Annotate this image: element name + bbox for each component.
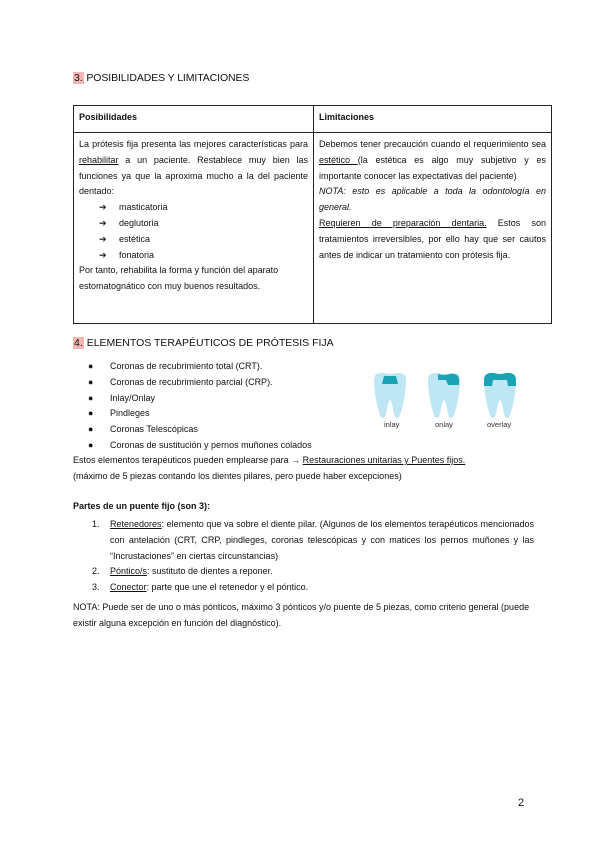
arrow-icon: ➔	[99, 249, 107, 260]
arrow-icon: ➔	[99, 202, 107, 213]
possibilities-conclusion: Por tanto, rehabilita la forma y función del aparato estomatognático con muy buenos resultados.	[79, 265, 279, 292]
list-item: ● Coronas de sustitución y pernos muñones colados	[88, 438, 312, 454]
list-item: 1. Retenedores: elemento que va sobre el diente pilar. (Algunos de los elementos terapéuticos mencionados con antelación (CRT, CRP, pindleges, coronas telescópicas y con matices los pernos muñones y las “Incrustaciones” en ciertas circunstancias)	[92, 519, 534, 561]
bullet-icon: ●	[88, 376, 94, 387]
onlay-tooth-icon	[428, 373, 460, 418]
section-3-heading	[73, 72, 249, 84]
list-item: ➔ estética	[99, 232, 308, 248]
list-item: ➔ fonatoria	[99, 248, 308, 264]
overlay-tooth-icon	[484, 373, 516, 418]
header-possibilities: Posibilidades	[74, 106, 314, 133]
elements-list	[88, 359, 312, 454]
list-item: 2. Póntico/s: sustituto de dientes a reponer.	[92, 566, 273, 577]
list-item: ● Coronas Telescópicas	[88, 422, 312, 438]
possibilities-cell	[74, 133, 314, 324]
bridge-note: NOTA: Puede ser de uno o más pónticos, máximo 3 pónticos y/o puente de 5 piezas, como criterio general (puede existir alguna excepción en función del diagnóstico).	[73, 602, 530, 628]
list-item: ● Coronas de recubrimiento total (CRT).	[88, 359, 312, 375]
list-item: ● Pindleges	[88, 406, 312, 422]
teeth-label: overlay	[487, 420, 512, 429]
limitations-preparation: Requieren de preparación dentaria. Estos son tratamientos irreversibles, por ello hay que ser cautos antes de indicar un tratamiento con prótesis fija.	[319, 217, 546, 260]
teeth-label: inlay	[384, 420, 400, 429]
list-item: ● Inlay/Onlay	[88, 391, 312, 407]
bullet-icon: ●	[88, 361, 94, 371]
bullet-icon: ●	[88, 439, 94, 450]
bullet-icon: ●	[88, 408, 94, 419]
possibilities-paragraph: La prótesis fija presenta las mejores características para rehabilitar a un paciente. Restablece muy bien las funciones ya que la aproxima mucho a la del paciente dentado:	[79, 139, 308, 197]
list-item: ➔ masticatoria	[99, 200, 308, 216]
bridge-parts-title: Partes de un puente fijo (son 3):	[73, 501, 211, 511]
inlay-tooth-icon	[374, 373, 406, 418]
limitations-paragraph: Debemos tener precaución cuando el requerimiento sea estético (la estética es algo muy subjetivo y es importante conocer las expectativas del paciente)	[319, 139, 546, 181]
list-item: ➔ deglutoria	[99, 216, 308, 232]
section-4-number: 4.	[74, 337, 83, 349]
bullet-icon: ●	[88, 424, 94, 435]
header-limitations: Limitaciones	[314, 106, 552, 133]
arrow-icon: ➔	[99, 217, 107, 228]
list-item: 3. Conector: parte que une el retenedor y el póntico.	[92, 582, 309, 593]
section-4-heading	[73, 337, 334, 349]
section-3-title: POSIBILIDADES Y LIMITACIONES	[86, 72, 250, 84]
functions-list	[99, 200, 308, 263]
page-number: 2	[518, 797, 525, 809]
possibilities-table	[73, 105, 552, 324]
bridge-parts-list	[92, 517, 534, 596]
list-item: ● Coronas de recubrimiento parcial (CRP).	[88, 375, 312, 391]
teeth-label: onlay	[435, 420, 453, 429]
section-4-title: ELEMENTOS TERAPÉUTICOS DE PRÓTESIS FIJA	[86, 337, 334, 349]
usage-text: Estos elementos terapéuticos pueden emplearse para → Restauraciones unitarias y Puentes fijos. (máximo de 5 piezas contando los dientes pilares, pero puede haber excepciones)	[73, 455, 466, 481]
limitations-cell	[314, 133, 552, 324]
bullet-icon: ●	[88, 392, 94, 403]
section-3-number: 3.	[74, 72, 83, 84]
arrow-icon: ➔	[99, 233, 107, 244]
limitations-note: NOTA: esto es aplicable a toda la odontología en general.	[319, 186, 546, 213]
